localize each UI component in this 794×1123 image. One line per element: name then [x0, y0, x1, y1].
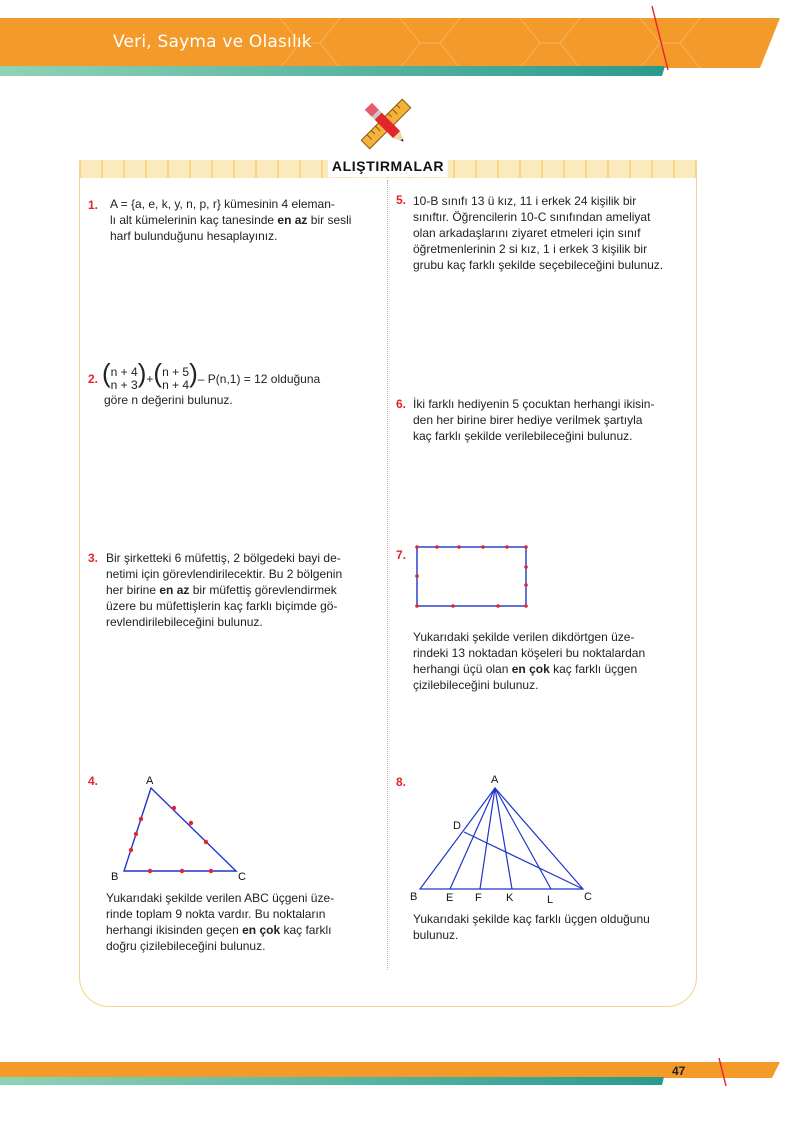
question-number: 2.: [88, 372, 99, 386]
question-5: 10-B sınıfı 13 ü kız, 11 i erkek 24 kişilik bir sınıftır. Öğrencilerin 10-C sınıfından ameliyat olan arkadaşlarını ziyaret etmeleri için sınıf öğretmenlerinin 2 si kız, 1 i erkek 3 kişilik bir grubu kaç farklı şekilde seçebileceğini bulunuz.: [413, 194, 664, 272]
vertex-label-a: A: [146, 775, 154, 787]
question-number: 5.: [396, 193, 407, 207]
vertex-label-d: D: [453, 820, 461, 832]
question-number: 1.: [88, 198, 99, 212]
question-7: Yukarıdaki şekilde verilen dikdörtgen üze- rindeki 13 noktadan köşeleri bu noktalardan herhangi üçü olan en çok kaç farklı üçgen çizilebileceğini bulunuz.: [413, 630, 646, 692]
point-label-f: F: [475, 892, 482, 904]
section-title: ALIŞTIRMALAR: [328, 155, 448, 177]
chapter-title: Veri, Sayma ve Olasılık: [113, 32, 312, 52]
rectangle-points-figure: [410, 540, 534, 612]
vertex-label-b: B: [410, 891, 418, 903]
point-label-k: K: [506, 892, 514, 904]
question-number: 3.: [88, 551, 99, 565]
vertex-label-c: C: [584, 891, 592, 903]
q2-line2: göre n değerini bulunuz.: [104, 392, 233, 407]
binomial-2: n + 5 n + 4: [162, 364, 190, 392]
vertex-label-a: A: [491, 774, 499, 786]
q1-line2: lı alt kümelerinin kaç tanesinde en az bir sesli: [110, 213, 352, 227]
column-divider: [387, 180, 388, 970]
pencil-ruler-cross-icon: [358, 97, 414, 151]
triangle-abc-figure: [108, 772, 248, 884]
question-8: Yukarıdaki şekilde kaç farklı üçgen olduğunu bulunuz.: [413, 912, 650, 942]
binomial-1: n + 4 n + 3: [110, 364, 138, 392]
question-number: 8.: [396, 775, 407, 789]
q2-expression: (n + 4 n + 3)+(n + 5 n + 4)– P(n,1) = 12 olduğuna: [102, 358, 321, 392]
point-label-e: E: [446, 892, 454, 904]
question-2: [102, 360, 387, 408]
question-1: [110, 196, 385, 244]
q1-line3: harf bulunduğunu hesaplayınız.: [110, 229, 278, 243]
question-3: Bir şirketteki 6 müfettiş, 2 bölgedeki bayi de- netimi için görevlendirilecektir. Bu 2 bölgenin her birine en az bir müfettiş görevlendirmek üzere bu müfettişlerin kaç farklı biçimde gö- revlendirilebileceğini bulunuz.: [106, 551, 343, 629]
vertex-label-b: B: [111, 871, 119, 883]
triangle-cevians-figure: [406, 770, 596, 904]
vertex-label-c: C: [238, 871, 246, 883]
page-number: 47: [672, 1064, 686, 1078]
point-label-l: L: [547, 894, 554, 904]
question-6: İki farklı hediyenin 5 çocuktan herhangi ikisin- den her birine birer hediye verilmek şartıyla kaç farklı şekilde verilebileceğini bulunuz.: [413, 397, 655, 443]
question-number: 4.: [88, 774, 99, 788]
question-number: 6.: [396, 397, 407, 411]
q1-line1: A = {a, e, k, y, n, p, r} kümesinin 4 eleman-: [110, 197, 335, 211]
question-number: 7.: [396, 548, 407, 562]
question-4: Yukarıdaki şekilde verilen ABC üçgeni üze- rinde toplam 9 nokta vardır. Bu noktaların herhangi ikisinden geçen en çok kaç farklı doğru çizilebileceğini bulunuz.: [106, 891, 335, 953]
